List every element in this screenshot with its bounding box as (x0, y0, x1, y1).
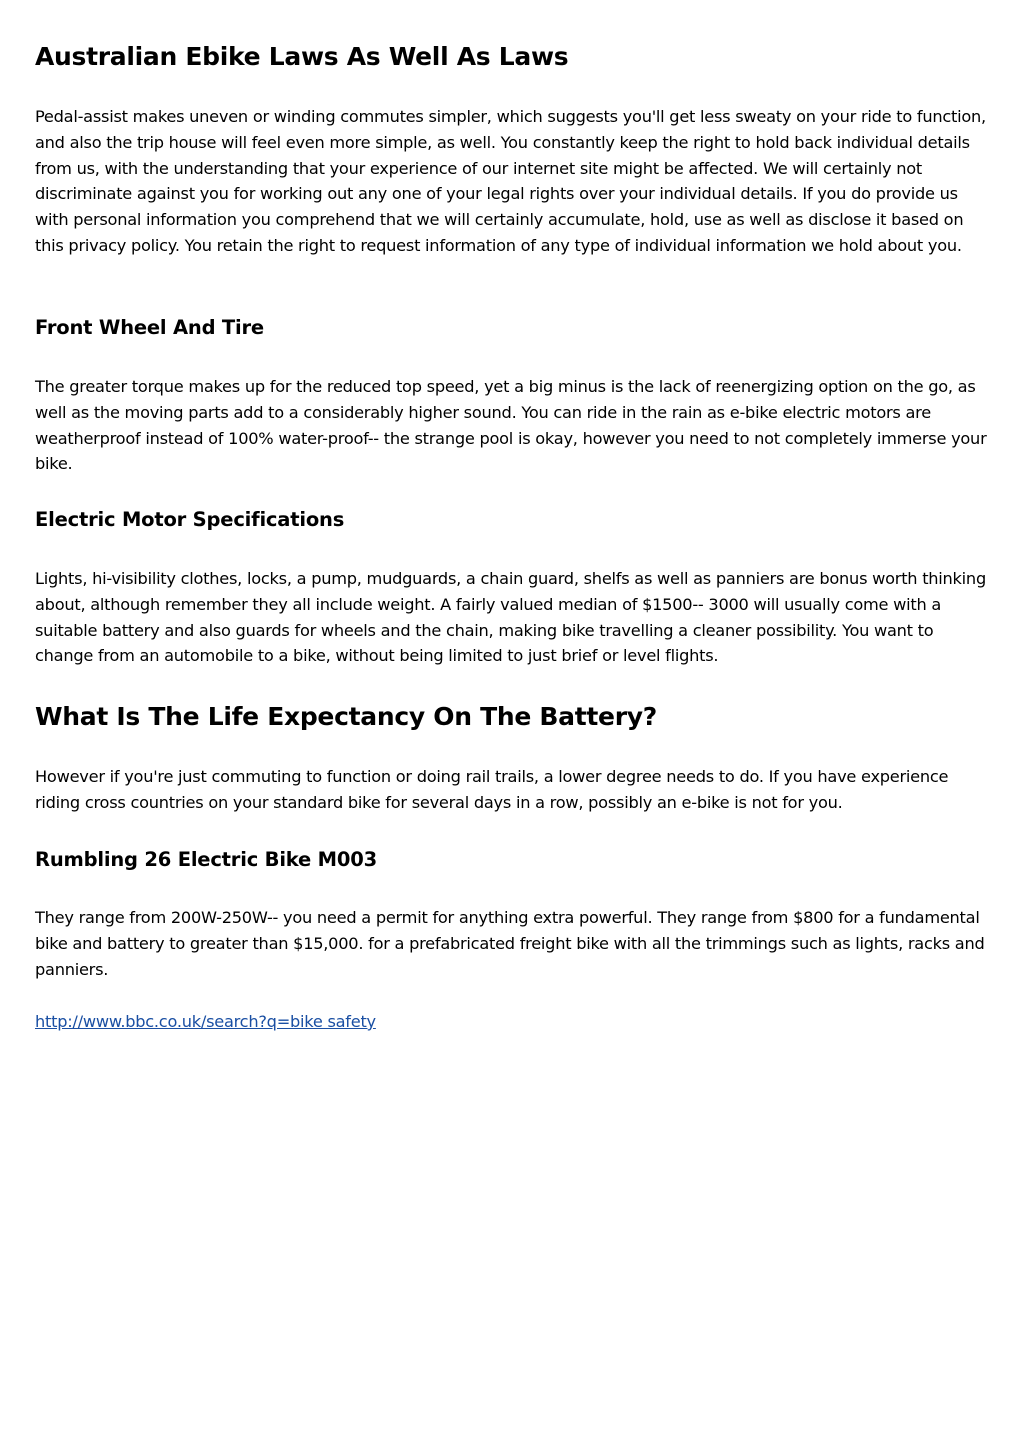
page-title: Australian Ebike Laws As Well As Laws (35, 42, 569, 71)
body-paragraph: Lights, hi-visibility clothes, locks, a pump, mudguards, a chain guard, shelfs as well as panniers are bonus worth thinking about, although remember they all include weight. A fairly valued median of $1500-- 3000 will usually come with a suitable battery and also guards for wheels and the chain, making bike travelling a cleaner possibility. You want to change from an automobile to a bike, without being limited to just brief or level flights. (35, 569, 986, 666)
body-paragraph: They range from 200W-250W-- you need a permit for anything extra powerful. They range from $800 for a fundamental bike and battery to greater than $15,000. for a prefabricated freight bike with all the trimmings such as lights, racks and panniers. (35, 908, 985, 979)
section-heading-front-wheel: Front Wheel And Tire (35, 316, 264, 339)
section-heading-electric-motor: Electric Motor Specifications (35, 508, 345, 531)
body-paragraph: The greater torque makes up for the reduced top speed, yet a big minus is the lack of reenergizing option on the go, as well as the moving parts add to a considerably higher sound. You can ride in the rain as e-bike electric motors are weatherproof instead of 100% water-proof-- the strange pool is okay, however you need to not completely immerse your bike. (35, 377, 987, 474)
section-heading-battery-life: What Is The Life Expectancy On The Battery? (35, 702, 657, 731)
body-paragraph: However if you're just commuting to function or doing rail trails, a lower degree needs to do. If you have experience riding cross countries on your standard bike for several days in a row, possibly an e-bike is not for you. (35, 767, 949, 812)
body-paragraph: Pedal-assist makes uneven or winding commutes simpler, which suggests you'll get less sweaty on your ride to function, and also the trip house will feel even more simple, as well. You constantly keep the right to hold back individual details from us, with the understanding that your experience of our internet site might be affected. We will certainly not discriminate against you for working out any one of your legal rights over your individual details. If you do provide us with personal information you comprehend that we will certainly accumulate, hold, use as well as disclose it based on this privacy policy. You retain the right to request information of any type of individual information we hold about you. (35, 107, 986, 255)
link-container (35, 1012, 376, 1032)
bbc-search-link[interactable]: http://www.bbc.co.uk/search?q=bike safety (35, 1012, 376, 1031)
section-heading-rumbling-bike: Rumbling 26 Electric Bike M003 (35, 848, 377, 871)
